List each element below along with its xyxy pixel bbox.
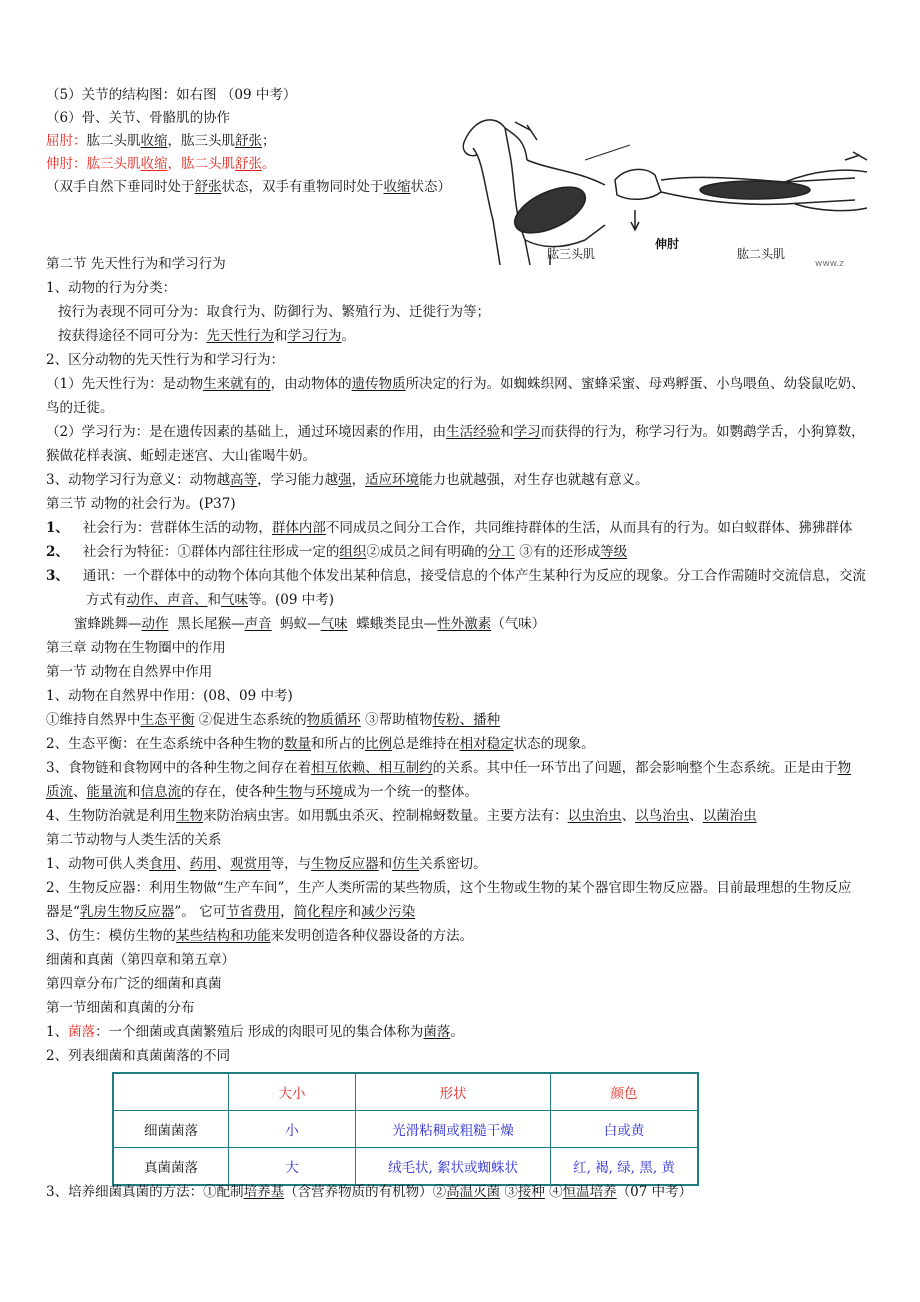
sec2-p1b: 按获得途径不同可分为：先天性行为和学习行为。 [58, 328, 355, 344]
sec2-title: 第二节 先天性行为和学习行为 [46, 256, 226, 272]
ch3-p3: 3、食物链和食物网中的各种生物之间存在着相互依赖、相互制约的关系。其中任一环节出了问题，都会影响整个生态系统。正是由于物 [46, 760, 852, 776]
sec3-title: 第三节 动物的社会行为。(P37) [46, 496, 236, 512]
table-cell: 大 [229, 1148, 356, 1186]
table-row [113, 1111, 698, 1148]
extension-line: 伸肘：肱三头肌收缩，肱二头肌舒张。 [46, 156, 276, 172]
sec2-p3: 3、动物学习行为意义：动物越高等，学习能力越强，适应环境能力也就越强，对生存也就越有意义。 [46, 472, 649, 488]
table-header-cell: 大小 [229, 1073, 356, 1111]
extension-label: 伸肘： [46, 156, 87, 172]
table-cell: 细菌菌落 [113, 1111, 229, 1148]
extended-arm-illustration [615, 152, 867, 230]
joint-line-6: （6）骨、关节、骨骼肌的协作 [46, 110, 231, 126]
ch4-unit: 细菌和真菌（第四章和第五章） [46, 952, 235, 968]
ch3-q2-cont: 器是“乳房生物反应器”。 它可节省费用，简化程序和减少污染 [46, 904, 416, 920]
ch3-q2: 2、生物反应器：利用生物做“生产车间”，生产人类所需的某些物质，这个生物或生物的某个器官即生物反应器。目前最理想的生物反应 [46, 880, 852, 896]
joint-line-5: （5）关节的结构图：如右图 （09 中考） [46, 87, 297, 103]
table-header-row [113, 1073, 698, 1111]
table-cell: 光滑粘稠或粗糙干燥 [356, 1111, 551, 1148]
table-cell: 绒毛状, 絮状或蜘蛛状 [356, 1148, 551, 1186]
table-header-cell: 颜色 [551, 1073, 699, 1111]
ch3-q3: 3、仿生：模仿生物的某些结构和功能来发明创造各种仪器设备的方法。 [46, 928, 474, 944]
sec2-p2a-cont: 鸟的迁徙。 [46, 400, 114, 416]
ch4-p1: 1、菌落：一个细菌或真菌繁殖后 形成的肉眼可见的集合体称为菌落。 [46, 1024, 464, 1040]
arm-muscle-figure [455, 100, 875, 270]
watermark-text: www.z [815, 259, 844, 269]
sec3-examples: 蜜蜂跳舞—动作 黑长尾猴—声音 蚂蚁—气味 蝶蛾类昆虫—性外激素（气味） [74, 616, 546, 632]
table-cell: 白或黄 [551, 1111, 699, 1148]
ch3-title: 第三章 动物在生物圈中的作用 [46, 640, 226, 656]
flexion-label: 屈肘： [46, 133, 87, 149]
sec3-item3: 3、 通讯：一个群体中的动物个体向其他个体发出某种信息，接受信息的个体产生某种行为反应的现象。分工合作需随时交流信息，交流 [46, 568, 866, 584]
ch3-p1: 1、动物在自然界中作用：(08、09 中考) [46, 688, 293, 704]
sec2-p1: 1、动物的行为分类： [46, 280, 177, 296]
ch4-sec1: 第一节细菌和真菌的分布 [46, 1000, 195, 1016]
colony-comparison-table [112, 1072, 699, 1186]
ch3-p2: 2、生态平衡：在生态系统中各种生物的数量和所占的比例总是维持在相对稳定状态的现象。 [46, 736, 595, 752]
extension-caption: 伸肘 [655, 237, 680, 251]
table-row [113, 1148, 698, 1186]
sec2-p2: 2、区分动物的先天性行为和学习行为： [46, 352, 285, 368]
biceps-label: 肱二头肌 [737, 247, 786, 261]
table-header-cell [113, 1073, 229, 1111]
sec2-p2a: （1）先天性行为：是动物生来就有的，由动物体的遗传物质所决定的行为。如蜘蛛织网、蜜蜂采蜜、母鸡孵蛋、小鸟喂鱼、幼袋鼠吃奶、 [46, 376, 865, 392]
sec2-p1a: 按行为表现不同可分为：取食行为、防御行为、繁殖行为、迁徙行为等； [58, 304, 490, 320]
triceps-label: 肱三头肌 [547, 247, 596, 261]
ch4-title: 第四章分布广泛的细菌和真菌 [46, 976, 222, 992]
table-cell: 红, 褐, 绿, 黑, 黄 [551, 1148, 699, 1186]
sec2-p2b: （2）学习行为：是在遗传因素的基础上，通过环境因素的作用，由生活经验和学习而获得的行为，称学习行为。如鹦鹉学舌，小狗算数， [46, 424, 865, 440]
ch3-sec2: 第二节动物与人类生活的关系 [46, 832, 222, 848]
ch3-q1: 1、动物可供人类食用、药用、观赏用等，与生物反应器和仿生关系密切。 [46, 856, 487, 872]
ch3-sec1: 第一节 动物在自然界中作用 [46, 664, 213, 680]
sec3-item2: 2、 社会行为特征：①群体内部往往形成一定的组织②成员之间有明确的分工 ③有的还形成等级 [46, 544, 628, 560]
ch3-p1a: ①维持自然界中生态平衡 ②促进生态系统的物质循环 ③帮助植物传粉、播种 [46, 712, 501, 728]
sec3-item1: 1、 社会行为：营群体生活的动物，群体内部不同成员之间分工合作，共同维持群体的生活，从而具有的行为。如白蚁群体、狒狒群体 [46, 520, 853, 536]
flexion-line: 屈肘：肱二头肌收缩，肱三头肌舒张； [46, 133, 276, 149]
table-cell: 真菌菌落 [113, 1148, 229, 1186]
table-cell: 小 [229, 1111, 356, 1148]
joint-note: （双手自然下垂同时处于舒张状态，双手有重物同时处于收缩状态） [46, 179, 451, 195]
ch3-p3-cont: 质流、能量流和信息流的存在，使各种生物与环境成为一个统一的整体。 [46, 784, 478, 800]
flexed-arm-illustration [463, 120, 630, 265]
ch3-p4: 4、生物防治就是利用生物来防治病虫害。如用瓢虫杀灭、控制棉蚜数量。主要方法有：以虫治虫、以鸟治虫、以菌治虫 [46, 808, 757, 824]
ch4-p3: 3、培养细菌真菌的方法：①配制培养基（含营养物质的有机物）②高温灭菌 ③接种 ④恒温培养（07 中考） [46, 1184, 693, 1200]
sec2-p2b-cont: 猴做花样表演、蚯蚓走迷宫、大山雀喝牛奶。 [46, 448, 316, 464]
ch4-p2: 2、列表细菌和真菌菌落的不同 [46, 1048, 231, 1064]
table-header-cell: 形状 [356, 1073, 551, 1111]
sec3-item3-cont: 方式有动作、声音、和气味等。(09 中考) [86, 592, 335, 608]
